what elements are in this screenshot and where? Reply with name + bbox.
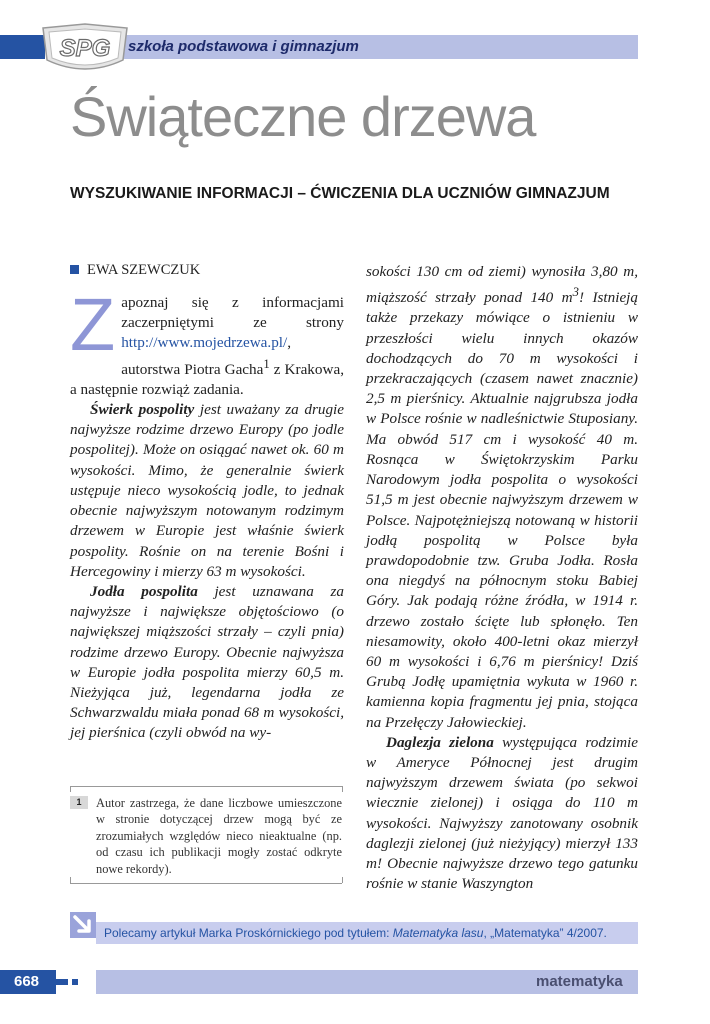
author-line: [70, 262, 200, 279]
footer-dash: [56, 979, 68, 985]
paragraph-daglezja: [366, 733, 638, 895]
recommend-text-b: , „Matematyka” 4/2007.: [483, 926, 607, 940]
intro-text-b: , autorstwa Piotra Gacha: [121, 334, 292, 378]
article-subtitle: WYSZUKIWANIE INFORMACJI – ĆWICZENIA DLA UCZNIÓW GIMNAZJUM: [70, 185, 610, 202]
spg-logo-icon: [35, 20, 135, 76]
header-band-label: szkoła podstawowa i gimnazjum: [128, 38, 359, 55]
footer-section: matematyka: [536, 973, 623, 990]
term-jodla: Jodła pospolita: [90, 582, 198, 600]
article-column-left: [70, 283, 345, 744]
author-name: EWA SZEWCZUK: [87, 262, 201, 278]
superscript-3: 3: [572, 285, 579, 300]
paragraph-daglezja-text: występująca rodzimie w Ameryce Północnej jest drugim najwyższym drzewem świata (po sekwoi wiecznie zielonej) i osiąga do 110 m wysokości. Najwyższy zanotowany osobnik daglezji zielonej (już nieżyjący) mierzył 133 m! Obecnie najwyższe drzewo tego gatunku rośnie w stanie Waszyngton: [366, 733, 638, 893]
source-link[interactable]: http://www.mojedrzewa.pl/: [121, 334, 288, 352]
page-number: 668: [14, 973, 40, 990]
term-daglezja: Daglezja zielona: [386, 733, 494, 751]
footnote-number: 1: [70, 796, 88, 809]
paragraph-jodla-text: jest uznawana za najwyższe i największe objętościowo (o największej miąższości strzały – czyli pnia) rodzime drzewo Europy. Obecnie najwyższa w Europie jodła pospolita mierzy 60,5 m. Nieżyjąca już, legendarna jodła ze Schwarzwaldu miała ponad 68 m wysokości, jej pierśnica (czyli obwód na wy-: [70, 582, 344, 742]
footnote-corner: [70, 877, 71, 883]
article-column-right: [366, 262, 638, 894]
footnote-rule-bottom: [70, 883, 342, 884]
paragraph-jodla: [70, 582, 344, 744]
arrow-down-right-icon: [70, 912, 96, 938]
footnote-corner: [342, 877, 343, 883]
footnote-rule-top: [70, 786, 342, 787]
spg-logo-text: SPG: [59, 35, 111, 62]
term-swierk: Świerk pospolity: [90, 401, 195, 419]
footnote-corner: [342, 786, 343, 792]
paragraph-jodla-cont-b: ! Istnieją także przekazy mówiące o istnieniu w przeszłości wielu innych okazów dochodzących do 70 m wysokości i przekraczających (czasem nawet znacznie) 2,5 m pierśnicy. Aktualnie najgrubsza jodła w Polsce rośnie w nadleśnictwie Stuposiany. Ma obwód 517 cm i wysokość 40 m. Rosnąca w Świętokrzyskim Parku Narodowym jodła pospolita o wysokości 51,5 m jest obecnie najwyższym drzewem w Polsce. Najpotężniejszą notowaną w historii jodłą pospolitą w Polsce była prawdopodobnie tzw. Gruba Jodła. Rosła ona niegdyś na północnym stoku Babiej Góry. Jak podają różne źródła, w 1914 r. drzewo zostało ścięte lub spłonęło. Ten niesamowity, około 400-letni okaz mierzył 60 m wysokości i 6,76 m pierśnicy! Dziś Grubą Jodłę upamiętnia wykuta w 1960 r. kamienna kopia fragmentu jej pnia, stojąca na Przełęczy Jałowieckiej.: [366, 289, 638, 731]
author-bullet-icon: [70, 265, 79, 274]
dropcap-letter: Z: [70, 283, 116, 366]
intro-paragraph: [70, 283, 344, 400]
paragraph-jodla-cont-a: sokości 130 cm od ziemi) wynosiła 3,80 m, miąższość strzały ponad 140 m: [366, 263, 638, 307]
footnote-ref[interactable]: 1: [263, 356, 270, 371]
paragraph-swierk-text: jest uważany za drugie najwyższe rodzime drzewo Europy (po jodle pospolitej). Może on osiągać nawet ok. 60 m wysokości. Mimo, że generalnie świerk ustępuje nieco wysokością jodle, to jednak obecnie najwyższym notowanym rodzimym drzewem w Europie jest właśnie świerk pospolity. Rośnie on na terenie Bośni i Hercegowiny i mierzy 63 m wysokości.: [70, 401, 345, 580]
footer-dash: [72, 979, 78, 985]
intro-text-a: apoznaj się z informacjami zaczerpniętymi ze strony: [121, 294, 344, 332]
footnote-text: Autor zastrzega, że dane liczbowe umieszczone w stronie dotyczącej drzew mogą być ze zrozumiałych względów nieco nieaktualne (np. od czasu ich publikacji mogły zostać odkryte nowe rekordy).: [96, 796, 342, 876]
intro-text-c: z Krakowa, a następnie rozwiąż zadania.: [70, 360, 344, 398]
recommend-article-title: Matematyka lasu: [392, 926, 484, 940]
recommend-text-a: Polecamy artykuł Marka Proskórnickiego pod tytułem:: [104, 926, 393, 940]
paragraph-jodla-cont: [366, 262, 638, 733]
paragraph-swierk: [70, 400, 344, 582]
page-title: Świąteczne drzewa: [70, 85, 536, 148]
footnote-corner: [70, 786, 71, 792]
recommend-text: [104, 926, 607, 940]
